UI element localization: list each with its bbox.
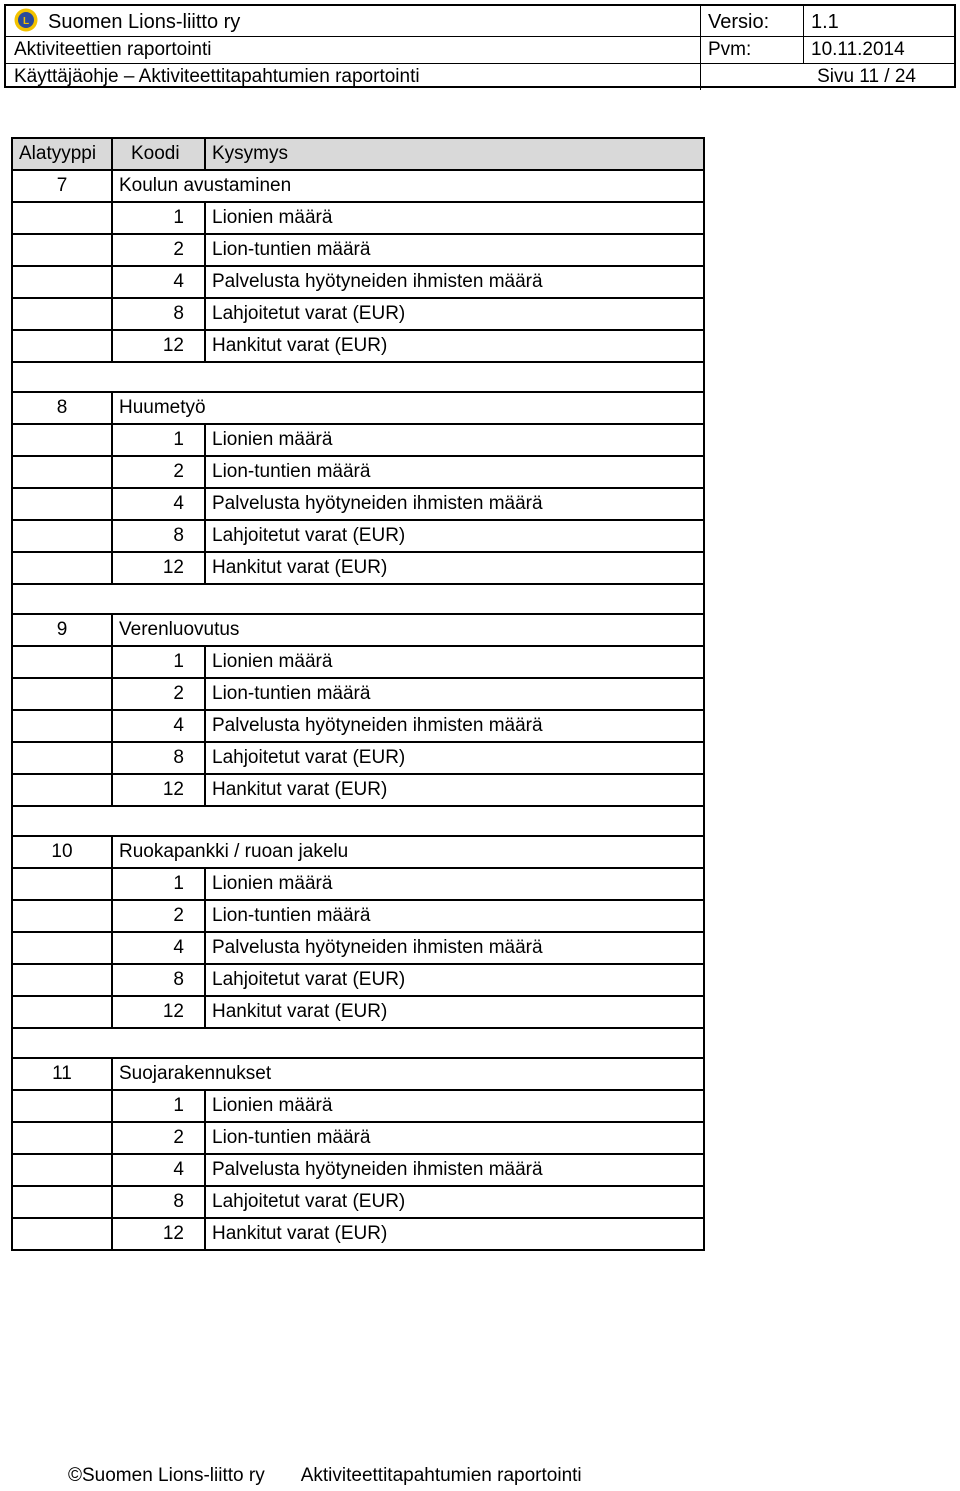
question-row (13, 267, 703, 299)
subtype-code: 11 (52, 1063, 72, 1084)
question-text: Hankitut varat (EUR) (212, 1001, 388, 1022)
question-row (13, 647, 703, 679)
svg-text:L: L (22, 16, 30, 27)
spacer-row (13, 807, 703, 837)
question-row (13, 203, 703, 235)
question-code: 4 (173, 493, 184, 514)
question-code: 2 (173, 905, 184, 926)
question-code: 1 (173, 1095, 184, 1116)
question-code: 8 (173, 303, 184, 324)
question-row (13, 521, 703, 553)
question-text: Palvelusta hyötyneiden ihmisten määrä (212, 715, 543, 736)
question-text: Lionien määrä (212, 873, 333, 894)
question-code: 4 (173, 715, 184, 736)
question-row (13, 1219, 703, 1251)
document-header (4, 4, 956, 88)
col-header-question: Kysymys (212, 143, 288, 164)
question-text: Lahjoitetut varat (EUR) (212, 747, 406, 768)
question-text: Lion-tuntien määrä (212, 683, 371, 704)
header-row-3 (6, 63, 954, 90)
question-row (13, 235, 703, 267)
footer-copyright: ©Suomen Lions-liitto ry (68, 1465, 265, 1486)
question-row (13, 1123, 703, 1155)
question-code: 2 (173, 461, 184, 482)
subtype-name: Verenluovutus (119, 619, 240, 640)
version-value: 1.1 (811, 11, 839, 33)
subtype-code: 9 (56, 619, 68, 640)
question-row (13, 1091, 703, 1123)
subtype-name: Suojarakennukset (119, 1063, 272, 1084)
subtype-code: 7 (56, 175, 68, 196)
question-row (13, 679, 703, 711)
page-footer (68, 1465, 618, 1487)
question-text: Hankitut varat (EUR) (212, 1223, 388, 1244)
col-header-code: Koodi (131, 143, 180, 164)
spacer-row (13, 363, 703, 393)
question-code: 8 (173, 747, 184, 768)
question-code: 4 (173, 271, 184, 292)
question-code: 12 (162, 1001, 184, 1022)
question-code: 1 (173, 651, 184, 672)
question-code: 2 (173, 683, 184, 704)
subtype-row (13, 171, 703, 203)
doc-title: Aktiviteettien raportointi (14, 38, 212, 60)
question-row (13, 711, 703, 743)
question-text: Lionien määrä (212, 651, 333, 672)
question-code: 12 (162, 335, 184, 356)
question-code: 8 (173, 969, 184, 990)
table-body (13, 171, 703, 1251)
question-text: Lion-tuntien määrä (212, 461, 371, 482)
question-code: 1 (173, 873, 184, 894)
question-text: Palvelusta hyötyneiden ihmisten määrä (212, 271, 543, 292)
question-row (13, 901, 703, 933)
question-row (13, 869, 703, 901)
page-number: Sivu 11 / 24 (817, 65, 916, 87)
question-code: 12 (162, 779, 184, 800)
question-text: Lahjoitetut varat (EUR) (212, 303, 406, 324)
question-text: Hankitut varat (EUR) (212, 557, 388, 578)
version-label: Versio: (708, 11, 770, 33)
subtype-row (13, 615, 703, 647)
question-text: Palvelusta hyötyneiden ihmisten määrä (212, 1159, 543, 1180)
question-text: Lahjoitetut varat (EUR) (212, 1191, 406, 1212)
doc-subtitle: Käyttäjäohje – Aktiviteettitapahtumien raportointi (14, 65, 420, 87)
date-value: 10.11.2014 (811, 38, 905, 60)
question-row (13, 331, 703, 363)
question-row (13, 965, 703, 997)
question-row (13, 299, 703, 331)
question-text: Lion-tuntien määrä (212, 905, 371, 926)
question-row (13, 997, 703, 1029)
question-code: 1 (173, 207, 184, 228)
subtype-row (13, 1059, 703, 1091)
question-text: Lionien määrä (212, 207, 333, 228)
question-row (13, 457, 703, 489)
subtype-name: Ruokapankki / ruoan jakelu (119, 841, 349, 862)
question-text: Palvelusta hyötyneiden ihmisten määrä (212, 937, 543, 958)
question-row (13, 933, 703, 965)
question-text: Lionien määrä (212, 429, 333, 450)
question-code: 2 (173, 239, 184, 260)
col-header-subtype: Alatyyppi (19, 143, 97, 164)
date-label: Pvm: (708, 38, 752, 60)
question-code: 1 (173, 429, 184, 450)
question-code: 8 (173, 525, 184, 546)
subtype-row (13, 837, 703, 869)
question-code: 12 (162, 1223, 184, 1244)
question-row (13, 1187, 703, 1219)
question-row (13, 553, 703, 585)
question-text: Palvelusta hyötyneiden ihmisten määrä (212, 493, 543, 514)
question-code: 2 (173, 1127, 184, 1148)
spacer-row (13, 585, 703, 615)
footer-title: Aktiviteettitapahtumien raportointi (300, 1465, 582, 1486)
question-code: 12 (162, 557, 184, 578)
question-row (13, 425, 703, 457)
subtype-row (13, 393, 703, 425)
question-row (13, 775, 703, 807)
question-text: Lahjoitetut varat (EUR) (212, 969, 406, 990)
subtype-name: Huumetyö (119, 397, 206, 418)
question-row (13, 1155, 703, 1187)
org-cell (14, 6, 240, 36)
subtype-code: 8 (56, 397, 68, 418)
lions-logo-icon (14, 8, 38, 32)
question-code: 4 (173, 1159, 184, 1180)
subtype-code: 10 (51, 841, 73, 862)
question-row (13, 489, 703, 521)
org-name: Suomen Lions-liitto ry (48, 11, 241, 33)
question-text: Lahjoitetut varat (EUR) (212, 525, 406, 546)
question-text: Hankitut varat (EUR) (212, 335, 388, 356)
question-code: 4 (173, 937, 184, 958)
question-text: Lionien määrä (212, 1095, 333, 1116)
header-row-2 (6, 36, 954, 64)
header-row-1 (6, 6, 954, 37)
question-code: 8 (173, 1191, 184, 1212)
activity-codes-table (11, 137, 705, 1251)
table-header-row (13, 139, 703, 171)
question-text: Lion-tuntien määrä (212, 239, 371, 260)
question-text: Hankitut varat (EUR) (212, 779, 388, 800)
subtype-name: Koulun avustaminen (119, 175, 292, 196)
question-text: Lion-tuntien määrä (212, 1127, 371, 1148)
question-row (13, 743, 703, 775)
spacer-row (13, 1029, 703, 1059)
